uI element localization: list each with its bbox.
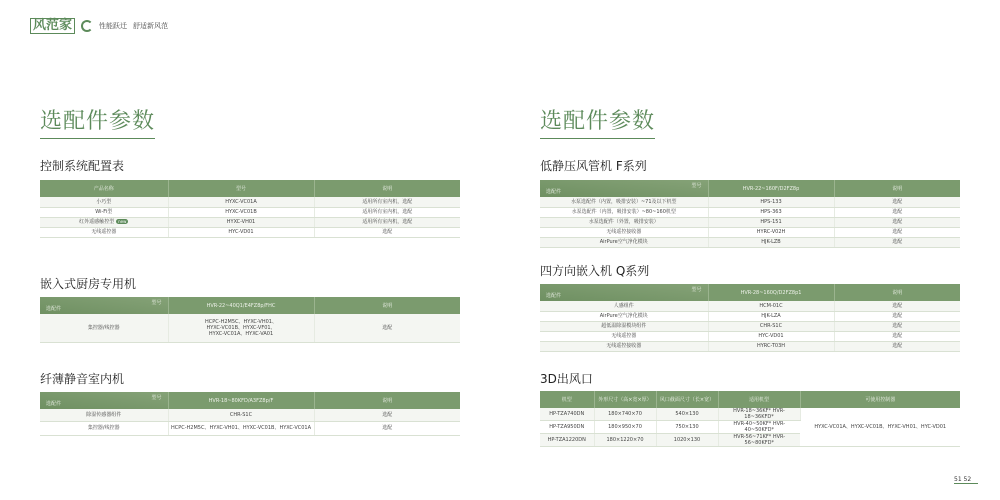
cell: 适用所有室内机，选配 xyxy=(314,207,460,217)
header-controllers: 可使用控制器 xyxy=(800,391,960,408)
cell: 选配 xyxy=(834,237,960,247)
cell: HVR-18~36KF* HVR-18~36KFD* xyxy=(718,408,800,421)
header-model: HVR-22~40Q1/E4FZ8p/FHC xyxy=(168,297,314,314)
corner-top-label: 型号 xyxy=(691,287,702,293)
cell: 集控器/线控器 xyxy=(40,421,168,435)
corner-top-label: 型号 xyxy=(151,395,162,401)
cell: Wi-Fi型 xyxy=(40,207,168,217)
cell: 除湿传感器组件 xyxy=(40,409,168,421)
table-row xyxy=(540,321,960,331)
f-series-title: 低静压风管机 F系列 xyxy=(540,159,647,173)
cell: HVR-40~50KF* HVR-40~50KFD* xyxy=(718,421,800,434)
new-badge: new xyxy=(118,219,127,224)
cell: HPS-151 xyxy=(708,217,834,227)
header-model: HVR-18~80KFD/A3FZ8p/F xyxy=(168,392,314,409)
table-header-row xyxy=(540,391,960,408)
cell: 180×740×70 xyxy=(594,408,656,421)
corner-bottom-label: 选配件 xyxy=(546,293,562,299)
cell: HYC-VD01 xyxy=(168,227,314,237)
control-system-title: 控制系统配置表 xyxy=(40,159,125,173)
cell: 无线遥控器 xyxy=(40,227,168,237)
table-row xyxy=(40,207,460,217)
cell: 1020×130 xyxy=(656,434,718,447)
table-row xyxy=(40,197,460,207)
table-header-row xyxy=(540,284,960,301)
header-note: 说明 xyxy=(314,297,460,314)
header-model: 机型 xyxy=(540,391,594,408)
cell: 选配 xyxy=(314,314,460,342)
cell: 选配 xyxy=(834,227,960,237)
right-page-title: 选配件参数 xyxy=(540,104,655,139)
cell: 180×950×70 xyxy=(594,421,656,434)
cell: HP-TZA740DN xyxy=(540,408,594,421)
cell: 选配 xyxy=(834,207,960,217)
thin-unit-table xyxy=(40,392,460,436)
outlet-3d-title: 3D出风口 xyxy=(540,372,593,386)
kitchen-unit-title: 嵌入式厨房专用机 xyxy=(40,277,137,291)
header-corner xyxy=(40,297,168,314)
header-dimensions: 外形尺寸（高×宽×厚） xyxy=(594,391,656,408)
cell: 无线遥控接收器 xyxy=(540,227,708,237)
cell: 适用所有室内机，选配 xyxy=(314,197,460,207)
header-applicable: 适用机型 xyxy=(718,391,800,408)
thin-unit-title: 纤薄静音室内机 xyxy=(40,372,125,386)
outlet-3d-table xyxy=(540,391,960,447)
header-note: 说明 xyxy=(314,180,460,197)
control-system-table xyxy=(40,180,460,238)
cell: 180×1220×70 xyxy=(594,434,656,447)
cell: HCM-01C xyxy=(708,301,834,311)
cell: HYC-VD01 xyxy=(708,331,834,341)
brand-logo-icon xyxy=(81,20,93,32)
cell: 选配 xyxy=(834,301,960,311)
table-row xyxy=(540,227,960,237)
brand-slogan-1: 性能跃迁 xyxy=(99,22,128,30)
kitchen-unit-table xyxy=(40,297,460,343)
corner-top-label: 型号 xyxy=(691,183,702,189)
cell: 选配 xyxy=(834,217,960,227)
brand xyxy=(30,18,168,34)
table-row xyxy=(540,237,960,247)
table-row xyxy=(540,217,960,227)
cell: HPS-363 xyxy=(708,207,834,217)
table-row xyxy=(540,301,960,311)
cell: CHR-S1C xyxy=(168,409,314,421)
cell: 540×130 xyxy=(656,408,718,421)
cell: 选配 xyxy=(834,197,960,207)
brand-slogan-2: 舒适新风范 xyxy=(133,22,169,30)
f-series-table xyxy=(540,180,960,248)
cell: 选配 xyxy=(834,311,960,321)
header-corner xyxy=(540,180,708,197)
cell: 无线遥控接收器 xyxy=(540,341,708,351)
table-row xyxy=(540,408,960,421)
cell: 小巧型 xyxy=(40,197,168,207)
cell: HYRC-V02H xyxy=(708,227,834,237)
table-header-row xyxy=(40,297,460,314)
q-series-title: 四方向嵌入机 Q系列 xyxy=(540,264,650,278)
table-row xyxy=(40,409,460,421)
cell: HJK-LZB xyxy=(708,237,834,247)
table-row xyxy=(40,314,460,342)
page-numbers: 51 52 xyxy=(954,476,978,484)
cell: HYRC-T03H xyxy=(708,341,834,351)
cell: 选配 xyxy=(834,331,960,341)
header-product: 产品名称 xyxy=(40,180,168,197)
corner-bottom-label: 选配件 xyxy=(46,306,62,312)
table-header-row xyxy=(40,392,460,409)
cell: HYXC-VC01B xyxy=(168,207,314,217)
table-row xyxy=(540,197,960,207)
cell: 人感组件 xyxy=(540,301,708,311)
cell: AirPure空气净化模块 xyxy=(540,311,708,321)
corner-bottom-label: 选配件 xyxy=(546,189,562,195)
header-corner xyxy=(540,284,708,301)
cell-text: 红外遥感触控型 xyxy=(79,219,115,225)
cell: 无线遥控器 xyxy=(540,331,708,341)
corner-top-label: 型号 xyxy=(151,300,162,306)
header-corner xyxy=(40,392,168,409)
table-row xyxy=(540,341,960,351)
controllers-cell: HYXC-VC01A、HYXC-VC01B、HYXC-VH01、HYC-VD01 xyxy=(800,408,960,447)
cell: 水泵选配件（内置，吸排安装）~80~160机型 xyxy=(540,207,708,217)
table-row xyxy=(540,331,960,341)
header-model: 型号 xyxy=(168,180,314,197)
cell: HCPC-H2M5C、HYXC-VH01、 HYXC-VC01B、HYXC-VF01、 HYXC-VC01A、HYXC-VA01 xyxy=(168,314,314,342)
cell: 适用所有室内机，选配 xyxy=(314,217,460,227)
header-model: HVR-22~160F/D2FZ8p xyxy=(708,180,834,197)
table-row xyxy=(40,227,460,237)
cell: 选配 xyxy=(314,227,460,237)
table-row xyxy=(540,207,960,217)
cell: HYXC-VH01 xyxy=(168,217,314,227)
cell: CHR-S1C xyxy=(708,321,834,331)
header-model: HVR-28~160Q/D2FZ8p1 xyxy=(708,284,834,301)
cell: 水泵选配件（内置，吸排安装）~71及以下机型 xyxy=(540,197,708,207)
cell: HP-TZA1220DN xyxy=(540,434,594,447)
cell: HVR-56~71KF* HVR-56~80KFD* xyxy=(718,434,800,447)
brand-logo: 风范家 xyxy=(30,18,75,34)
q-series-table xyxy=(540,284,960,352)
cell: 750×130 xyxy=(656,421,718,434)
table-row xyxy=(40,421,460,435)
cell: HJK-LZA xyxy=(708,311,834,321)
table-header-row xyxy=(40,180,460,197)
header-note: 说明 xyxy=(314,392,460,409)
cell: AirPure空气净化模块 xyxy=(540,237,708,247)
corner-bottom-label: 选配件 xyxy=(46,401,62,407)
cell: HPS-133 xyxy=(708,197,834,207)
table-header-row xyxy=(540,180,960,197)
header-note: 说明 xyxy=(834,284,960,301)
cell: 集控器/线控器 xyxy=(40,314,168,342)
cell: HP-TZA950DN xyxy=(540,421,594,434)
cell: 选配 xyxy=(314,409,460,421)
cell: HCPC-H2M5C、HYXC-VH01、HYXC-VC01B、HYXC-VC01A xyxy=(168,421,314,435)
cell: HYXC-VC01A xyxy=(168,197,314,207)
cell: 超低温除湿模块组件 xyxy=(540,321,708,331)
cell: 选配 xyxy=(834,341,960,351)
header-section: 风口截面尺寸（长×宽） xyxy=(656,391,718,408)
table-row xyxy=(540,311,960,321)
header-note: 说明 xyxy=(834,180,960,197)
left-page-title: 选配件参数 xyxy=(40,104,155,139)
cell: 水泵选配件（外置，吸排安装） xyxy=(540,217,708,227)
table-row xyxy=(40,217,460,227)
cell: 选配 xyxy=(314,421,460,435)
cell xyxy=(40,217,168,227)
cell: 选配 xyxy=(834,321,960,331)
